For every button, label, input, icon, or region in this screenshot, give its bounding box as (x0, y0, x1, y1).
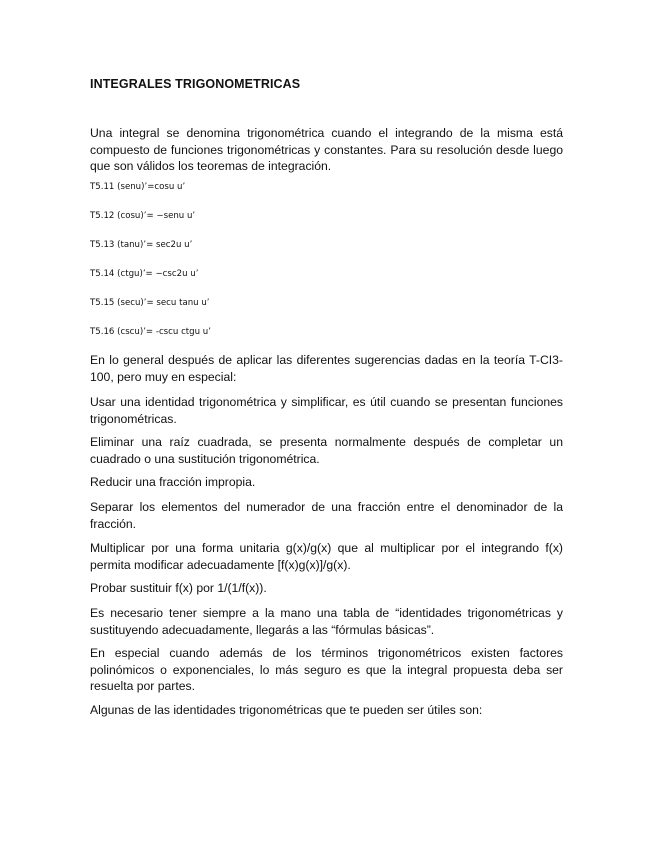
intro-paragraph: Una integral se denomina trigonométrica cuando el integrando de la misma está compuesto de funciones trigonométricas y constantes. Para su resolución desde luego que son válidos los teoremas de integración. (90, 126, 563, 173)
paragraph-improper: Reducir una fracción impropia. (90, 475, 256, 489)
paragraph-substitute: Probar sustituir f(x) por 1/(1/f(x)). (90, 581, 267, 595)
paragraph-parts: En especial cuando además de los términos trigonométricos existen factores polinómicos o exponenciales, lo más seguro es que la integral propuesta deba ser resuelta por partes. (90, 646, 563, 693)
paragraph-multiply: Multiplicar por una forma unitaria g(x)/g(x) que al multiplicar por el integrando f(x) permita modificar adecuadamente [f(x)g(x)]/g(x). (90, 541, 563, 572)
formula-t5-16: T5.16 (cscu)’= -cscu ctgu u’ (90, 327, 211, 337)
formula-t5-12: T5.12 (cosu)’= −senu u’ (90, 211, 196, 221)
formula-t5-13: T5.13 (tanu)’= sec2u u’ (90, 240, 193, 250)
paragraph-identities: Algunas de las identidades trigonométricas que te pueden ser útiles son: (90, 703, 483, 717)
formula-t5-14: T5.14 (ctgu)’= −csc2u u’ (90, 269, 199, 279)
formula-t5-15: T5.15 (secu)’= secu tanu u’ (90, 298, 210, 308)
paragraph-general: En lo general después de aplicar las diferentes sugerencias dadas en la teoría T-CI3-100, pero muy en especial: (90, 353, 563, 384)
page-title: INTEGRALES TRIGONOMETRICAS (90, 77, 301, 91)
paragraph-identity: Usar una identidad trigonométrica y simplificar, es útil cuando se presentan funciones trigonométricas. (90, 395, 563, 426)
paragraph-table: Es necesario tener siempre a la mano una tabla de “identidades trigonométricas y sustituyendo adecuadamente, llegarás a las “fórmulas básicas”. (90, 606, 563, 637)
formula-t5-11: T5.11 (senu)’=cosu u’ (90, 182, 186, 192)
paragraph-separate: Separar los elementos del numerador de una fracción entre el denominador de la fracción. (90, 500, 563, 531)
paragraph-root: Eliminar una raíz cuadrada, se presenta normalmente después de completar un cuadrado o una sustitución trigonométrica. (90, 435, 563, 466)
